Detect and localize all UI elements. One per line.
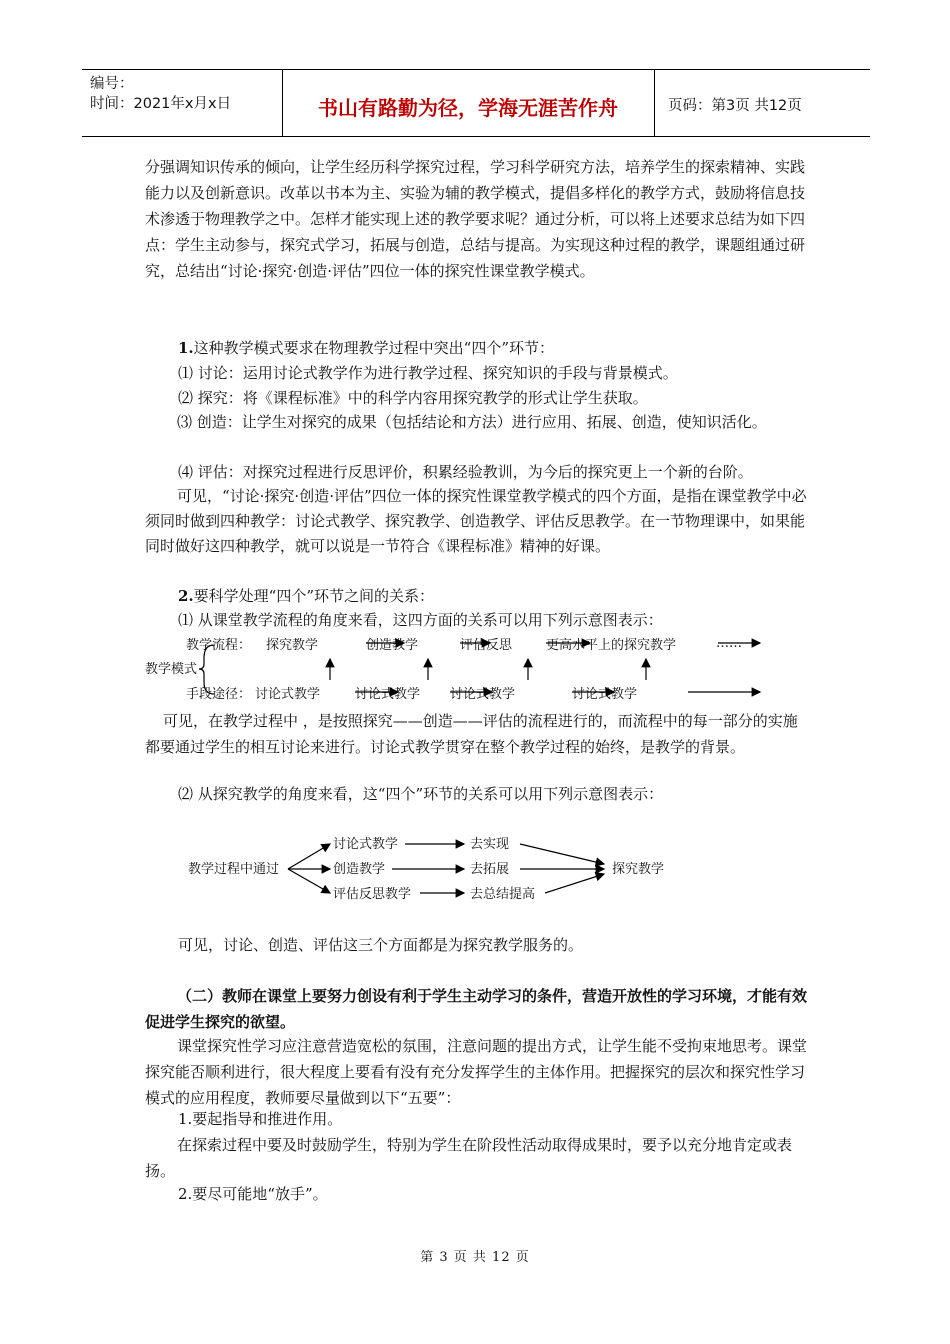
header-motto: 书山有路勤为径，学海无涯苦作舟 [318,96,618,120]
point-1: 1.要起指导和推进作用。 [178,1110,343,1128]
item-1-text: 这种教学模式要求在物理教学过程中突出“四个”环节： [193,339,555,357]
page-footer: 第 3 页 共 12 页 [420,1250,530,1265]
sub-item-discuss: ⑴ 讨论：运用讨论式教学作为进行教学过程、探究知识的手段与背景模式。 [178,364,678,382]
middle-item: 讨论式教学 [333,837,399,852]
means-row-label: 手段途径： [186,687,252,702]
flow-row-label: 教学流程： [186,638,252,653]
sub-item-explore: ⑵ 探究：将《课程标准》中的科学内容用探究教学的形式让学生获取。 [178,389,648,407]
section-2-heading: （二）教师在课堂上要努力创设有利于学生主动学习的条件，营造开放性的学习环境，才能有效促进学生探究的欲望。 [145,987,808,1031]
split-arrow [288,869,330,893]
goal-item: 去拓展 [470,862,510,877]
means-item: 讨论式教学 [450,687,516,702]
para-atmosphere: 课堂探究性学习应注意营造宽松的氛围，注意问题的提出方式，让学生能不受拘束地思考。课堂探究能否顺利进行，很大程度上要看有没有充分发挥学生的主体作用。把握探究的层次和探究性学习模式的应用程度，教师要尽量做到以下“五要”： [145,1037,808,1107]
target-label: 探究教学 [612,862,665,877]
flow-item: 创造教学 [366,638,419,653]
header-page: 页码：第3页 共12页 [668,98,802,114]
item-2-text: 要科学处理“四个”环节之间的关系： [193,587,435,605]
para-service: 可见，讨论、创造、评估这三个方面都是为探究教学服务的。 [178,936,584,954]
flow-item: 探究教学 [266,638,319,653]
para-four-aspects: 可见，“讨论·探究·创造·评估”四位一体的探究性课堂教学模式的四个方面，是指在课堂教学中必须同时做到四种教学：讨论式教学、探究教学、创造教学、评估反思教学。在一节物理课中，如果能同时做好这四种教学，就可以说是一节符合《课程标准》精神的好课。 [145,487,807,555]
goal-item: 去总结提高 [470,887,536,902]
sub-item-flow-angle: ⑴ 从课堂教学流程的角度来看，这四方面的关系可以用下列示意图表示： [178,611,663,629]
para-intro: 分强调知识传承的倾向，让学生经历科学探究过程，学习科学研究方法，培养学生的探索精神、实践能力以及创新意识。改革以书本为主、实验为辅的教学模式，提倡多样化的教学方式，鼓励将信息技术渗透于物理教学之中。怎样才能实现上述的教学要求呢？通过分析，可以将上述要求总结为如下四点：学生主动参与，探究式学习，拓展与创造，总结与提高。为实现这种过程的教学，课题组通过研究，总结出“讨论·探究·创造·评估”四位一体的探究性课堂教学模式。 [145,158,806,280]
means-item: 讨论式教学 [255,687,321,702]
flow-item: 更高水平上的探究教学 [546,638,677,653]
para-process: 可见，在教学过程中 ，是按照探究——创造——评估的流程进行的，而流程中的每一部分的实施都要通过学生的相互讨论来进行。讨论式教学贯穿在整个教学过程的始终，是教学的背景。 [145,712,798,756]
means-item: 讨论式教学 [572,687,638,702]
item-2-number: 2. [178,587,194,605]
item-1-number: 1. [178,339,194,357]
goal-item: 去实现 [470,837,510,852]
means-item: 讨论式教学 [355,687,421,702]
middle-item: 评估反思教学 [333,887,412,902]
header-number: 编号： [90,76,134,92]
point-2: 2.要尽可能地“放手”。 [178,1185,328,1203]
converge-arrow [545,874,604,893]
converge-arrow [520,844,604,864]
sub-item-evaluate: ⑷ 评估：对探究过程进行反思评价，积累经验教训，为今后的探究更上一个新的台阶。 [178,463,753,481]
flow-trail-dots: …… [716,636,742,651]
middle-item: 创造教学 [333,862,386,877]
flow-item: 评估反思 [460,638,513,653]
header-date: 时间：2021年x月x日 [90,96,232,112]
para-encourage: 在探索过程中要及时鼓励学生，特别为学生在阶段性活动取得成果时，要予以充分地肯定或表扬。 [145,1136,793,1180]
sub-item-explore-angle: ⑵ 从探究教学的角度来看，这“四个”环节的关系可以用下列示意图表示： [178,785,664,803]
mode-label: 教学模式 [145,662,198,677]
sub-item-create: ⑶ 创造：让学生对探究的成果（包括结论和方法）进行应用、拓展、创造，使知识活化。 [177,413,767,431]
source-label: 教学过程中通过 [188,862,280,877]
split-arrow [288,844,330,869]
